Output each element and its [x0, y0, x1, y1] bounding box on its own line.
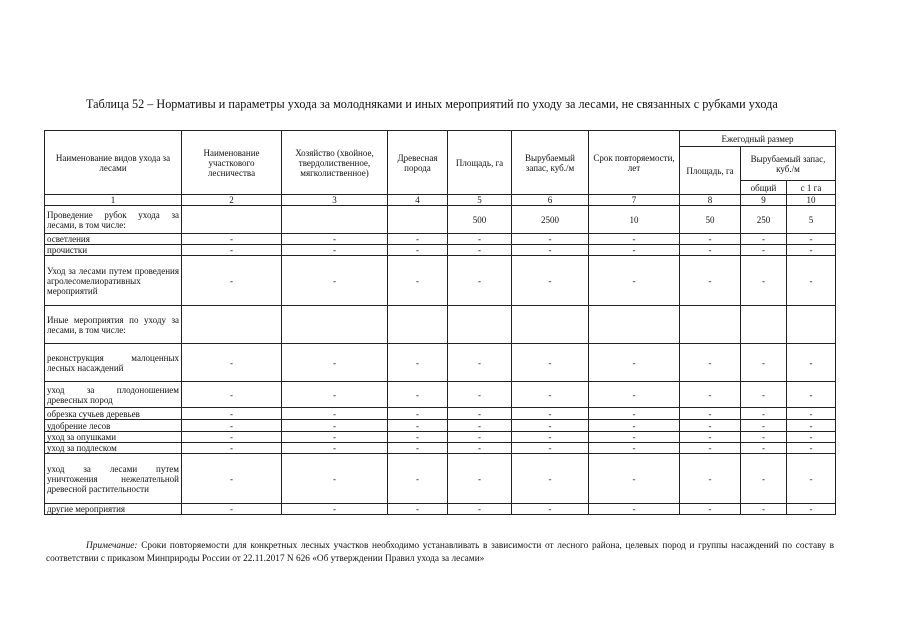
- row-cell: -: [512, 256, 589, 306]
- row-cell: -: [282, 382, 388, 408]
- row-cell: -: [589, 504, 680, 515]
- row-cell: -: [787, 443, 836, 454]
- column-number: 8: [680, 195, 741, 206]
- row-cell: -: [388, 420, 448, 432]
- row-cell: -: [680, 408, 741, 420]
- row-cell: -: [388, 504, 448, 515]
- table-row: [45, 443, 836, 454]
- row-cell: -: [787, 454, 836, 504]
- row-cell: -: [182, 234, 282, 245]
- row-cell: [787, 306, 836, 344]
- row-cell: -: [388, 344, 448, 382]
- row-name: реконструкция малоценных лесных насаждений: [45, 344, 182, 382]
- column-number: 1: [45, 195, 182, 206]
- row-cell: -: [282, 420, 388, 432]
- row-cell: -: [388, 382, 448, 408]
- row-cell: -: [282, 234, 388, 245]
- row-cell: -: [512, 420, 589, 432]
- row-cell: -: [388, 443, 448, 454]
- row-cell: -: [182, 432, 282, 443]
- row-cell: -: [680, 245, 741, 256]
- row-cell: -: [512, 454, 589, 504]
- column-number: 7: [589, 195, 680, 206]
- row-name: удобрение лесов: [45, 420, 182, 432]
- row-cell: -: [182, 420, 282, 432]
- table-row: [45, 454, 836, 504]
- column-number: 9: [741, 195, 787, 206]
- row-cell: -: [182, 454, 282, 504]
- row-cell: -: [448, 245, 512, 256]
- column-number-row: [45, 195, 836, 206]
- row-cell: -: [182, 344, 282, 382]
- row-cell: -: [680, 234, 741, 245]
- row-cell: -: [741, 382, 787, 408]
- row-cell: -: [787, 256, 836, 306]
- row-cell: -: [448, 256, 512, 306]
- row-cell: -: [741, 504, 787, 515]
- row-cell: -: [388, 234, 448, 245]
- row-cell: -: [282, 408, 388, 420]
- row-cell: -: [388, 432, 448, 443]
- row-cell: [512, 306, 589, 344]
- row-cell: -: [787, 432, 836, 443]
- header-annual-area: Площадь, га: [680, 147, 741, 195]
- row-cell: -: [182, 408, 282, 420]
- row-cell: -: [589, 420, 680, 432]
- row-cell: -: [282, 245, 388, 256]
- header-district: Наименование участкового лесничества: [182, 131, 282, 195]
- row-cell: -: [182, 256, 282, 306]
- header-annual-volume: Вырубаемый запас, куб./м: [741, 147, 836, 181]
- row-cell: -: [589, 432, 680, 443]
- row-cell: -: [282, 344, 388, 382]
- row-cell: -: [388, 454, 448, 504]
- row-cell: 50: [680, 206, 741, 234]
- row-cell: [388, 206, 448, 234]
- table-row: [45, 256, 836, 306]
- row-cell: -: [741, 245, 787, 256]
- table-row: [45, 234, 836, 245]
- header-per-ha: с 1 га: [787, 181, 836, 195]
- row-name: уход за лесами путем уничтожения нежелательной древесной растительности: [45, 454, 182, 504]
- row-cell: -: [388, 408, 448, 420]
- row-cell: -: [787, 245, 836, 256]
- row-cell: -: [282, 504, 388, 515]
- row-cell: -: [787, 504, 836, 515]
- row-cell: -: [680, 256, 741, 306]
- row-cell: -: [448, 454, 512, 504]
- column-number: 4: [388, 195, 448, 206]
- row-cell: -: [448, 382, 512, 408]
- row-cell: -: [182, 443, 282, 454]
- row-cell: [741, 306, 787, 344]
- table-row: [45, 420, 836, 432]
- header-annual: Ежегодный размер: [680, 131, 836, 147]
- row-cell: [448, 306, 512, 344]
- table-row: [45, 504, 836, 515]
- table-row: [45, 306, 836, 344]
- row-cell: -: [589, 245, 680, 256]
- row-cell: -: [448, 504, 512, 515]
- row-cell: -: [512, 344, 589, 382]
- table-row: [45, 344, 836, 382]
- row-cell: -: [448, 432, 512, 443]
- row-cell: -: [589, 443, 680, 454]
- row-cell: -: [448, 420, 512, 432]
- row-cell: -: [680, 344, 741, 382]
- row-cell: [282, 206, 388, 234]
- row-cell: -: [741, 432, 787, 443]
- row-cell: -: [589, 256, 680, 306]
- note-label: Примечание:: [86, 541, 138, 551]
- table-row: [45, 408, 836, 420]
- row-cell: -: [680, 504, 741, 515]
- table-note: [46, 540, 834, 566]
- row-cell: -: [589, 408, 680, 420]
- table-row: [45, 245, 836, 256]
- row-name: осветления: [45, 234, 182, 245]
- header-period: Срок повторяемости, лет: [589, 131, 680, 195]
- table-caption: Таблица 52 – Нормативы и параметры ухода за молодняками и иных мероприятий по уходу за лесами, не связанных с рубками ухода: [86, 97, 778, 111]
- column-number: 10: [787, 195, 836, 206]
- row-cell: -: [282, 432, 388, 443]
- row-cell: -: [512, 234, 589, 245]
- row-cell: -: [589, 382, 680, 408]
- row-cell: -: [512, 504, 589, 515]
- row-cell: [680, 306, 741, 344]
- row-cell: -: [388, 245, 448, 256]
- row-cell: [589, 306, 680, 344]
- row-cell: -: [182, 245, 282, 256]
- row-cell: -: [680, 432, 741, 443]
- row-cell: -: [448, 443, 512, 454]
- header-economy: Хозяйство (хвойное, твердолиственное, мягколиственное): [282, 131, 388, 195]
- row-name: Уход за лесами путем проведения агролесомелиоративных мероприятий: [45, 256, 182, 306]
- row-cell: -: [680, 454, 741, 504]
- header-area: Площадь, га: [448, 131, 512, 195]
- header-name: Наименование видов ухода за лесами: [45, 131, 182, 195]
- row-cell: [182, 206, 282, 234]
- row-name: Проведение рубок ухода за лесами, в том числе:: [45, 206, 182, 234]
- row-name: уход за плодоношением древесных пород: [45, 382, 182, 408]
- row-cell: -: [512, 443, 589, 454]
- row-cell: -: [282, 443, 388, 454]
- note-text: Сроки повторяемости для конкретных лесных участков необходимо устанавливать в зависимости от лесного района, целевых пород и группы насаждений по составу в соответствии с приказом Минприроды России от 22.11.2017 N 626 «Об утверждении Правил ухода за лесами»: [46, 541, 834, 564]
- row-cell: -: [512, 245, 589, 256]
- column-number: 5: [448, 195, 512, 206]
- header-species: Древесная порода: [388, 131, 448, 195]
- row-cell: -: [680, 443, 741, 454]
- header-volume: Вырубаемый запас, куб./м: [512, 131, 589, 195]
- row-cell: -: [448, 408, 512, 420]
- row-cell: [388, 306, 448, 344]
- table-body: [45, 206, 836, 515]
- row-cell: -: [182, 382, 282, 408]
- row-cell: -: [680, 382, 741, 408]
- row-cell: -: [787, 408, 836, 420]
- row-cell: -: [448, 344, 512, 382]
- row-cell: -: [741, 454, 787, 504]
- column-number: 3: [282, 195, 388, 206]
- row-cell: -: [589, 454, 680, 504]
- row-name: другие мероприятия: [45, 504, 182, 515]
- row-name: уход за опушками: [45, 432, 182, 443]
- row-name: обрезка сучьев деревьев: [45, 408, 182, 420]
- row-name: уход за подлеском: [45, 443, 182, 454]
- row-cell: 5: [787, 206, 836, 234]
- row-cell: -: [787, 382, 836, 408]
- row-cell: -: [741, 234, 787, 245]
- row-cell: -: [512, 408, 589, 420]
- row-cell: -: [741, 443, 787, 454]
- row-cell: -: [787, 344, 836, 382]
- row-cell: 500: [448, 206, 512, 234]
- row-cell: -: [741, 344, 787, 382]
- row-cell: -: [282, 256, 388, 306]
- row-cell: 2500: [512, 206, 589, 234]
- row-cell: -: [388, 256, 448, 306]
- row-cell: -: [282, 454, 388, 504]
- row-cell: 10: [589, 206, 680, 234]
- row-cell: -: [787, 420, 836, 432]
- row-cell: -: [741, 420, 787, 432]
- row-cell: 250: [741, 206, 787, 234]
- column-number: 6: [512, 195, 589, 206]
- table-row: [45, 432, 836, 443]
- forest-care-table: [44, 130, 836, 515]
- row-cell: -: [589, 344, 680, 382]
- row-cell: -: [182, 504, 282, 515]
- row-cell: -: [680, 420, 741, 432]
- row-name: Иные мероприятия по уходу за лесами, в том числе:: [45, 306, 182, 344]
- row-cell: -: [741, 408, 787, 420]
- row-name: прочистки: [45, 245, 182, 256]
- table-row: [45, 206, 836, 234]
- row-cell: -: [512, 432, 589, 443]
- row-cell: -: [448, 234, 512, 245]
- header-total: общий: [741, 181, 787, 195]
- table-row: [45, 382, 836, 408]
- row-cell: [282, 306, 388, 344]
- row-cell: -: [589, 234, 680, 245]
- row-cell: -: [512, 382, 589, 408]
- row-cell: [182, 306, 282, 344]
- row-cell: -: [741, 256, 787, 306]
- column-number: 2: [182, 195, 282, 206]
- row-cell: -: [787, 234, 836, 245]
